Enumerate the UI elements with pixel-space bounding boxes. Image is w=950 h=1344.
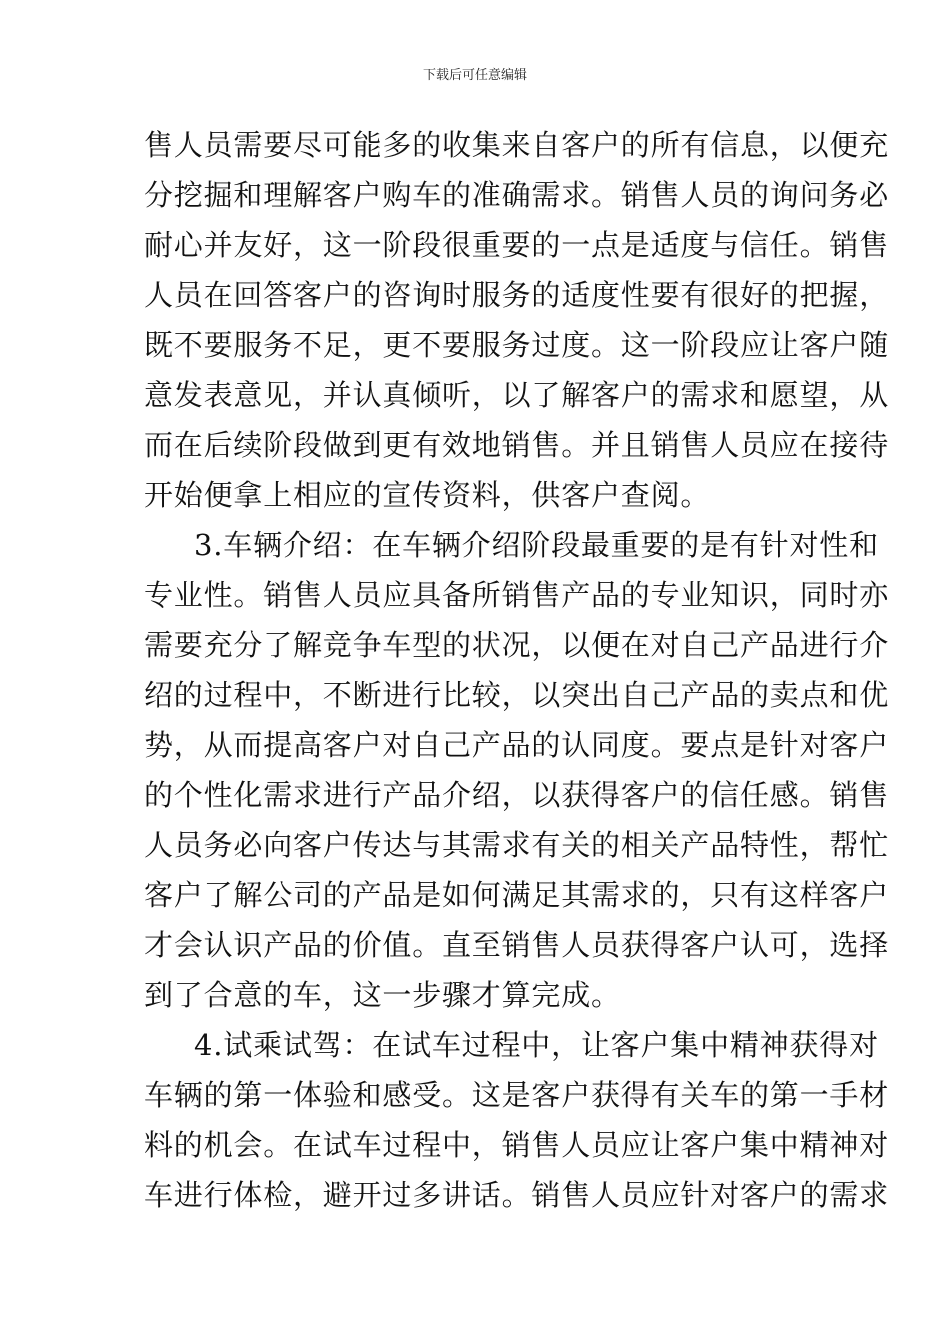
text-line: 势，从而提高客户对自己产品的认同度。要点是针对客户	[144, 728, 890, 762]
text-line: 绍的过程中，不断进行比较，以突出自己产品的卖点和优	[144, 678, 890, 712]
text-line: 客户了解公司的产品是如何满足其需求的，只有这样客户	[144, 878, 890, 912]
text-line: 开始便拿上相应的宣传资料，供客户查阅。	[144, 478, 711, 512]
text-line: 既不要服务不足，更不要服务过度。这一阶段应让客户随	[144, 328, 890, 362]
text-line: 车辆的第一体验和感受。这是客户获得有关车的第一手材	[144, 1078, 890, 1112]
text-line: 料的机会。在试车过程中，销售人员应让客户集中精神对	[144, 1128, 890, 1162]
text-line: 到了合意的车，这一步骤才算完成。	[144, 978, 621, 1012]
text-line: 才会认识产品的价值。直至销售人员获得客户认可，选择	[144, 928, 890, 962]
text-line: 人员务必向客户传达与其需求有关的相关产品特性，帮忙	[144, 828, 890, 862]
text-line: 车进行体检，避开过多讲话。销售人员应针对客户的需求	[144, 1178, 890, 1212]
text-line: 分挖掘和理解客户购车的准确需求。销售人员的询问务必	[144, 178, 890, 212]
text-line: 而在后续阶段做到更有效地销售。并且销售人员应在接待	[144, 428, 890, 462]
text-line: 耐心并友好，这一阶段很重要的一点是适度与信任。销售	[144, 228, 890, 262]
page-header: 下载后可任意编辑	[422, 68, 527, 83]
text-line: 意发表意见，并认真倾听，以了解客户的需求和愿望，从	[144, 378, 890, 412]
text-line: 专业性。销售人员应具备所销售产品的专业知识，同时亦	[144, 578, 890, 612]
text-line: 4.试乘试驾：在试车过程中，让客户集中精神获得对	[194, 1028, 879, 1062]
text-line: 需要充分了解竞争车型的状况，以便在对自己产品进行介	[144, 628, 890, 662]
document-body	[144, 120, 890, 1220]
text-line: 售人员需要尽可能多的收集来自客户的所有信息，以便充	[144, 128, 890, 162]
text-line: 人员在回答客户的咨询时服务的适度性要有很好的把握，	[144, 278, 890, 312]
text-line: 3.车辆介绍：在车辆介绍阶段最重要的是有针对性和	[194, 528, 879, 562]
text-line: 的个性化需求进行产品介绍，以获得客户的信任感。销售	[144, 778, 890, 812]
